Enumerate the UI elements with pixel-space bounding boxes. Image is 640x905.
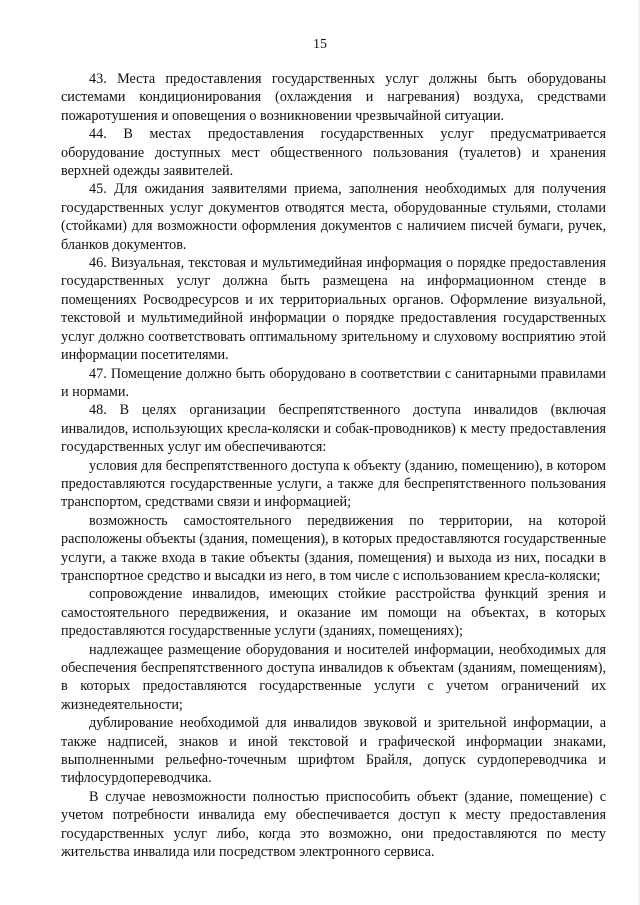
paragraph-impossibility-case: В случае невозможности полностью приспособить объект (здание, помещение) с учетом потребности инвалида ему обеспечивается доступ к месту предоставления государственных услуг либо, когда это возможно, они предоставляются по месту жительства инвалида или посредством электронного сервиса. <box>61 788 606 861</box>
paragraph-48: 48. В целях организации беспрепятственного доступа инвалидов (включая инвалидов, использующих кресла-коляски и собак-проводников) к месту предоставления государственных услуг им обеспечиваются: <box>61 402 606 456</box>
paragraph-47: 47. Помещение должно быть оборудовано в соответствии с санитарными правилами и нормами. <box>61 365 606 400</box>
paragraph-48-item-movement: возможность самостоятельного передвижения по территории, на которой расположены объекты (здания, помещения), в которых предоставляются государственные услуги, а также входа в такие объекты (здания, помещения) и выхода из них, посадки в транспортное средство и высадки из него, в том числе с использованием кресла-коляски; <box>61 512 606 584</box>
paragraph-43: 43. Места предоставления государственных услуг должны быть оборудованы системами кондиционирования (охлаждения и нагревания) воздуха, средствами пожаротушения и оповещения о возникновении чрезвычайной ситуации. <box>61 71 606 124</box>
paragraph-44: 44. В местах предоставления государственных услуг предусматривается оборудование доступных мест общественного пользования (туалетов) и хранения верхней одежды заявителей. <box>61 126 606 180</box>
paragraph-48-item-access-conditions: условия для беспрепятственного доступа к объекту (зданию, помещению), в котором предоставляются государственные услуги, а также для беспрепятственного пользования транспортом, средствами связи и информацией; <box>61 457 606 511</box>
paragraph-48-item-equipment-placement: надлежащее размещение оборудования и носителей информации, необходимых для обеспечения беспрепятственного доступа инвалидов к объектам (зданиям, помещениям), в которых предоставляются государственные услуги с учетом ограничений их жизнедеятельности; <box>61 641 606 713</box>
page-number: 15 <box>313 37 327 52</box>
paragraph-45: 45. Для ожидания заявителями приема, заполнения необходимых для получения государственных услуг документов отводятся места, оборудованные стульями, столами (стойками) для возможности оформления документов с наличием писчей бумаги, ручек, бланков документов. <box>61 181 606 253</box>
document-body <box>61 70 606 861</box>
paragraph-46: 46. Визуальная, текстовая и мультимедийная информация о порядке предоставления государственных услуг должна быть размещена на информационном стенде в помещениях Росводресурсов и их территориальных органов. Оформление визуальной, текстовой и мультимедийной информации о порядке предоставления государственных услуг должно соответствовать оптимальному зрительному и слуховому восприятию этой информации посетителями. <box>61 255 606 364</box>
paragraph-48-item-escort: сопровождение инвалидов, имеющих стойкие расстройства функций зрения и самостоятельного передвижения, и оказание им помощи на объектах, в которых предоставляются государственные услуги (зданиях, помещениях); <box>61 586 606 640</box>
paragraph-48-item-duplication: дублирование необходимой для инвалидов звуковой и зрительной информации, а также надписей, знаков и иной текстовой и графической информации знаками, выполненными рельефно-точечным шрифтом Брайля, допуск сурдопереводчика и тифлосурдопереводчика. <box>61 715 606 787</box>
